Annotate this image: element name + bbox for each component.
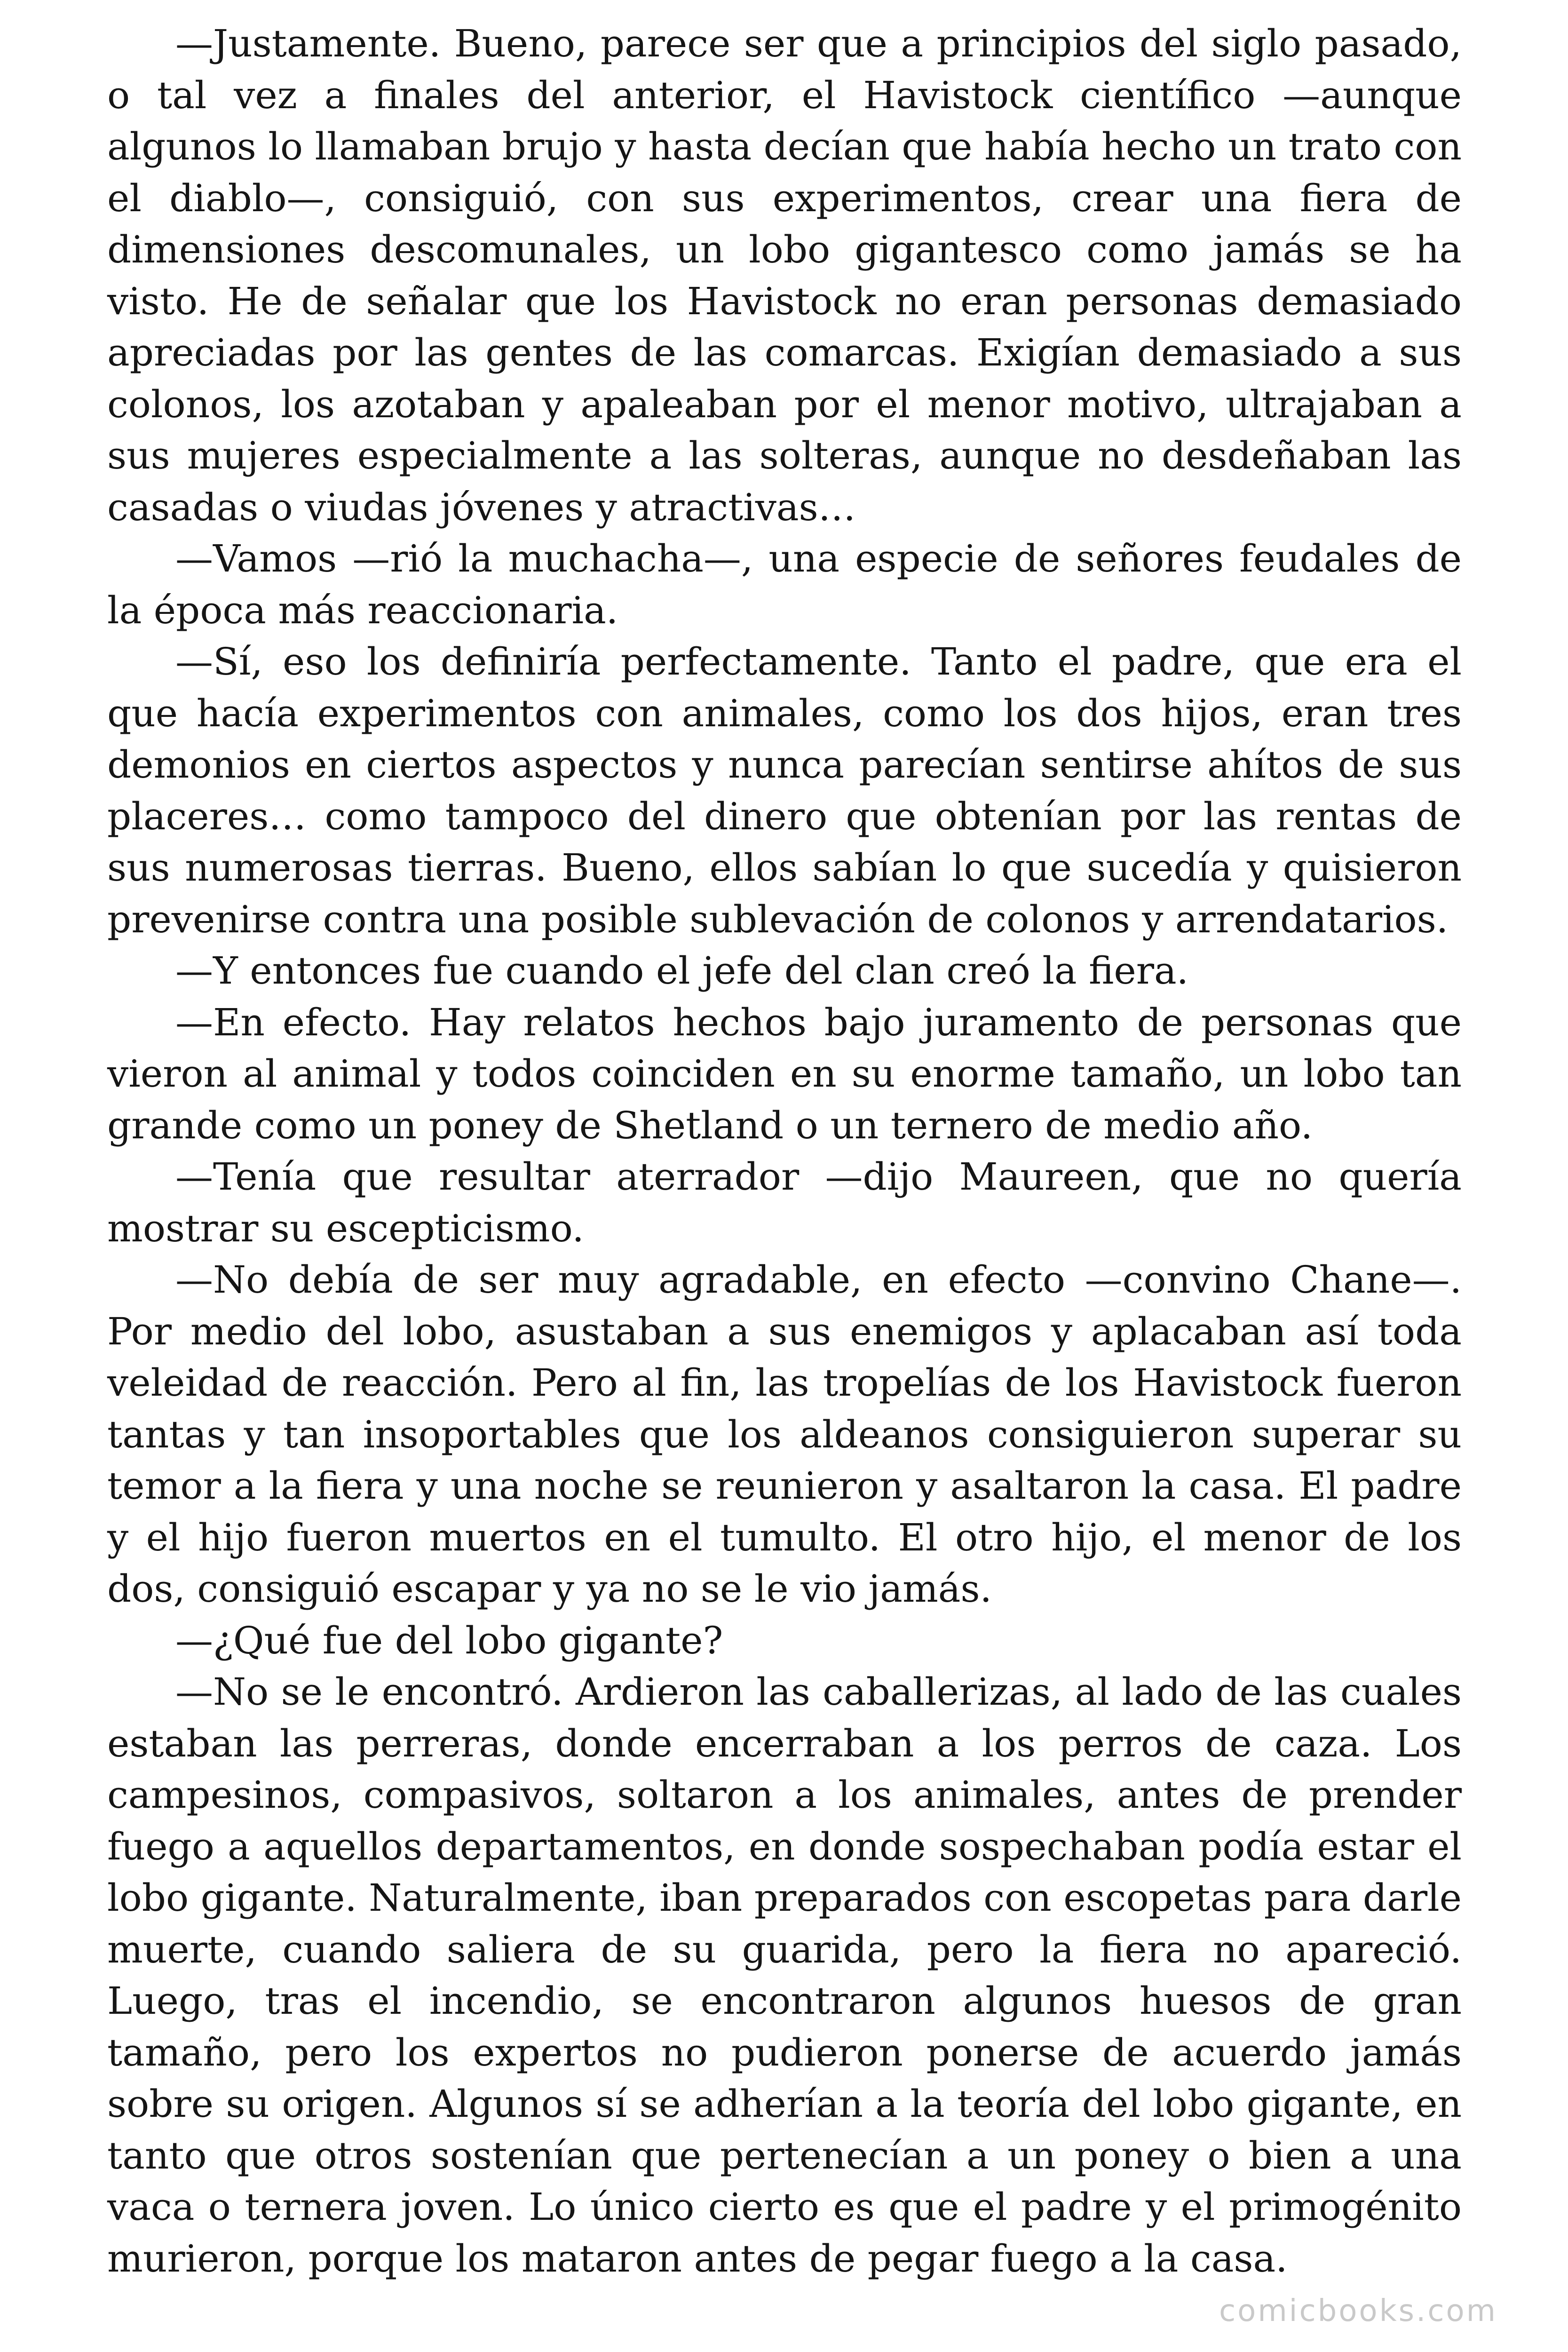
- watermark: comicbooks.com: [1219, 2294, 1497, 2328]
- paragraph: —Tenía que resultar aterrador —dijo Maureen, que no quería mostrar su escepticismo.: [107, 1155, 1462, 1250]
- page-text: [107, 18, 1462, 2284]
- paragraph: —Justamente. Bueno, parece ser que a principios del siglo pasado, o tal vez a finales del anterior, el Havistock científico —aunque algunos lo llamaban brujo y hasta decían que había hecho un trato con el diablo—, consiguió, con sus experimentos, crear una fiera de dimensiones descomunales, un lobo gigantesco como jamás se ha visto. He de señalar que los Havistock no eran personas demasiado apreciadas por las gentes de las comarcas. Exigían demasiado a sus colonos, los azotaban y apaleaban por el menor motivo, ultrajaban a sus mujeres especialmente a las solteras, aunque no desdeñaban las casadas o viudas jóvenes y atractivas…: [107, 22, 1462, 529]
- paragraph: —Y entonces fue cuando el jefe del clan creó la fiera.: [175, 949, 1189, 993]
- paragraph: —Sí, eso los definiría perfectamente. Tanto el padre, que era el que hacía experimentos con animales, como los dos hijos, eran tres demonios en ciertos aspectos y nunca parecían sentirse ahítos de sus placeres… como tampoco del dinero que obtenían por las rentas de sus numerosas tierras. Bueno, ellos sabían lo que sucedía y quisieron prevenirse contra una posible sublevación de colonos y arrendatarios.: [107, 640, 1462, 941]
- paragraph: —No debía de ser muy agradable, en efecto —convino Chane—. Por medio del lobo, asustaban a sus enemigos y aplacaban así toda veleidad de reacción. Pero al fin, las tropelías de los Havistock fueron tantas y tan insoportables que los aldeanos consiguieron superar su temor a la fiera y una noche se reunieron y asaltaron la casa. El padre y el hijo fueron muertos en el tumulto. El otro hijo, el menor de los dos, consiguió escapar y ya no se le vio jamás.: [107, 1258, 1462, 1611]
- paragraph: —Vamos —rió la muchacha—, una especie de señores feudales de la época más reaccionaria.: [107, 537, 1462, 632]
- paragraph: —No se le encontró. Ardieron las caballerizas, al lado de las cuales estaban las perreras, donde encerraban a los perros de caza. Los campesinos, compasivos, soltaron a los animales, antes de prender fuego a aquellos departamentos, en donde sospechaban podía estar el lobo gigante. Naturalmente, iban preparados con escopetas para darle muerte, cuando saliera de su guarida, pero la fiera no apareció. Luego, tras el incendio, se encontraron algunos huesos de gran tamaño, pero los expertos no pudieron ponerse de acuerdo jamás sobre su origen. Algunos sí se adherían a la teoría del lobo gigante, en tanto que otros sostenían que pertenecían a un poney o bien a una vaca o ternera joven. Lo único cierto es que el padre y el primogénito murieron, porque los mataron antes de pegar fuego a la casa.: [107, 1670, 1462, 2280]
- paragraph: —En efecto. Hay relatos hechos bajo juramento de personas que vieron al animal y todos coinciden en su enorme tamaño, un lobo tan grande como un poney de Shetland o un ternero de medio año.: [107, 1000, 1462, 1147]
- paragraph: —¿Qué fue del lobo gigante?: [175, 1618, 723, 1662]
